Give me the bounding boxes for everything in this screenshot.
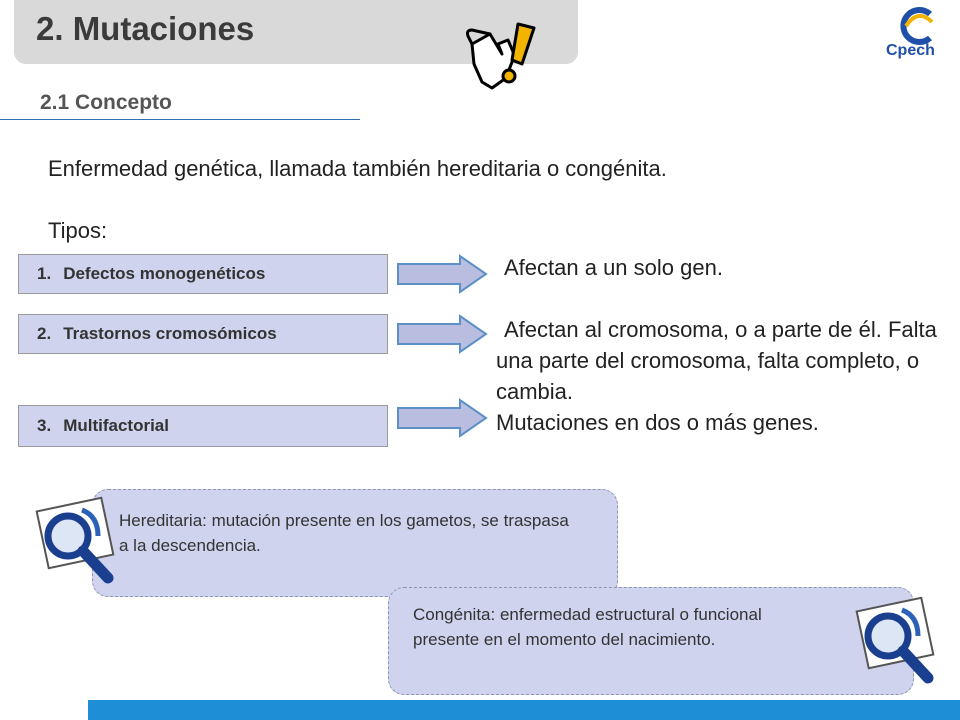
right-arrow-icon [396,398,488,438]
section-subtitle: 2.1 Concepto [40,91,172,114]
type-box-cromosomicos [18,314,388,354]
logo-text: Cpech [886,42,935,59]
tipos-label: Tipos: [48,218,108,243]
type-description: Afectan a un solo gen. [504,255,723,280]
magnifying-glass-icon [848,596,940,688]
pointing-hand-exclamation-icon [462,14,542,98]
callout-hereditaria [92,489,618,597]
type-number: 3. [37,416,52,435]
callout-text: Congénita: enfermedad estructural o funcional presente en el momento del nacimiento. [413,605,762,649]
page-title: 2. Mutaciones [36,10,255,47]
type-label: Defectos monogenéticos [63,264,266,283]
right-arrow-icon [396,254,488,294]
subtitle-underline [0,119,360,120]
type-number: 1. [37,264,52,283]
type-label: Multifactorial [63,416,169,435]
type-description: Mutaciones en dos o más genes. [496,410,819,435]
definition-text: Enfermedad genética, llamada también hereditaria o congénita. [48,156,667,181]
callout-text: Hereditaria: mutación presente en los gametos, se traspasa a la descendencia. [119,511,569,555]
type-description: Afectan al cromosoma, o a parte de él. Falta una parte del cromosoma, falta completo, o cambia. [496,317,937,404]
type-box-monogeneticos [18,254,388,294]
callout-congenita [388,587,914,695]
type-label: Trastornos cromosómicos [63,324,277,343]
type-box-multifactorial [18,405,388,447]
right-arrow-icon [396,314,488,354]
magnifying-glass-icon [28,496,120,588]
footer-bar [88,700,960,720]
type-number: 2. [37,324,52,343]
